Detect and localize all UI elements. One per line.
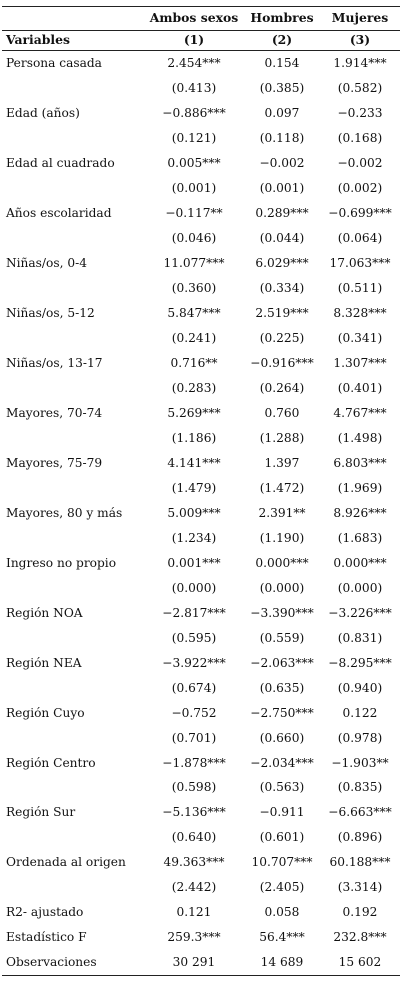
- cell-col-1: (1.479): [171, 480, 217, 495]
- row-label: [2, 575, 144, 600]
- cell-col-2: −2.034***: [250, 755, 314, 770]
- table-row-std-error: [2, 775, 400, 800]
- table-row-std-error: [2, 176, 400, 201]
- cell-col-2: 14 689: [244, 950, 320, 975]
- table-row: [2, 850, 400, 875]
- row-label: Estadístico F: [6, 930, 87, 945]
- row-label: Edad (años): [6, 106, 80, 121]
- table-row: [2, 251, 400, 276]
- regression-table: [2, 6, 400, 976]
- cell-col-2: (0.118): [259, 131, 305, 146]
- cell-col-3: 15 602: [320, 950, 400, 975]
- table-row-std-error: [2, 376, 400, 401]
- cell-col-3: (1.683): [337, 530, 383, 545]
- cell-col-1: −5.136***: [162, 805, 226, 820]
- cell-col-3: 232.8***: [333, 930, 387, 945]
- cell-col-3: (0.896): [337, 830, 383, 845]
- row-label: Mayores, 70-74: [6, 405, 103, 420]
- column-number-1: (1): [144, 31, 244, 51]
- table-row: [2, 500, 400, 525]
- cell-col-3: (0.835): [337, 780, 383, 795]
- cell-col-2: (0.334): [259, 281, 305, 296]
- row-label: [2, 276, 144, 301]
- cell-col-2: (2.405): [259, 880, 305, 895]
- row-label: R2- ajustado: [6, 905, 84, 920]
- table-row: [2, 925, 400, 950]
- cell-col-2: −2.063***: [250, 655, 314, 670]
- cell-col-1: 5.847***: [167, 306, 221, 321]
- group-header-blank: [2, 7, 144, 31]
- cell-col-3: 1.307***: [333, 356, 387, 370]
- row-label: Años escolaridad: [6, 206, 112, 221]
- cell-col-3: 0.000***: [333, 555, 387, 570]
- table-row: [2, 301, 400, 326]
- cell-col-3: (0.000): [337, 580, 383, 595]
- cell-col-3: (0.341): [337, 331, 383, 346]
- cell-col-2: (0.559): [259, 630, 305, 645]
- cell-col-2: −0.911: [259, 805, 305, 820]
- table-row-std-error: [2, 326, 400, 351]
- cell-col-1: (0.701): [171, 730, 217, 745]
- cell-col-1: 11.077***: [163, 256, 225, 271]
- cell-col-2: (0.044): [259, 231, 305, 246]
- table-row: [2, 351, 400, 376]
- row-label: Edad al cuadrado: [6, 156, 115, 171]
- column-number-row: [2, 31, 400, 51]
- row-label: [2, 76, 144, 101]
- row-label: Región NEA: [6, 655, 82, 670]
- cell-col-2: 0.289***: [255, 206, 309, 221]
- cell-col-3: −3.226***: [328, 605, 392, 620]
- cell-col-2: (0.264): [259, 380, 305, 395]
- cell-col-3: 0.122: [342, 705, 378, 720]
- cell-col-2: (0.225): [259, 331, 305, 346]
- row-label: Ordenada al origen: [6, 855, 126, 870]
- cell-col-3: 8.926***: [333, 505, 387, 520]
- group-header-mujeres: Mujeres: [320, 7, 400, 31]
- cell-col-3: 1.914***: [333, 56, 387, 71]
- cell-col-2: 0.154: [264, 56, 300, 71]
- cell-col-3: 6.803***: [333, 455, 387, 470]
- cell-col-1: 4.141***: [167, 455, 221, 470]
- cell-col-2: (0.635): [259, 680, 305, 695]
- row-label: [2, 426, 144, 451]
- cell-col-1: 5.269***: [167, 405, 221, 420]
- cell-col-2: (1.288): [259, 430, 305, 445]
- cell-col-1: (0.674): [171, 680, 217, 695]
- column-number-2: (2): [244, 31, 320, 51]
- cell-col-1: (2.442): [171, 880, 217, 895]
- row-label: [2, 226, 144, 251]
- table-row-std-error: [2, 76, 400, 101]
- cell-col-3: −1.903**: [331, 755, 389, 770]
- cell-col-2: (0.563): [259, 780, 305, 795]
- cell-col-1: 0.001***: [167, 555, 221, 570]
- cell-col-3: −8.295***: [328, 655, 392, 670]
- cell-col-1: −0.117**: [165, 206, 223, 221]
- group-header-row: [2, 7, 400, 31]
- cell-col-1: 2.454***: [167, 56, 221, 71]
- table-row: [2, 600, 400, 625]
- cell-col-1: −2.817***: [162, 605, 226, 620]
- row-label: Niñas/os, 0-4: [6, 256, 88, 271]
- cell-col-3: 4.767***: [333, 405, 387, 420]
- row-label: [2, 875, 144, 900]
- row-label: [2, 376, 144, 401]
- cell-col-1: −3.922***: [162, 655, 226, 670]
- row-label: [2, 825, 144, 850]
- row-label: Ingreso no propio: [6, 555, 117, 570]
- row-label: Niñas/os, 13-17: [6, 356, 103, 370]
- row-label: [2, 126, 144, 151]
- cell-col-1: (0.595): [171, 630, 217, 645]
- cell-col-3: (0.511): [337, 281, 383, 296]
- cell-col-1: (0.046): [171, 231, 217, 246]
- cell-col-3: −0.002: [337, 156, 383, 171]
- table-row: [2, 151, 400, 176]
- cell-col-2: −0.916***: [250, 356, 314, 370]
- cell-col-3: (0.831): [337, 630, 383, 645]
- cell-col-2: (0.001): [259, 181, 305, 196]
- table-row-std-error: [2, 276, 400, 301]
- cell-col-2: 0.097: [264, 106, 300, 121]
- table-row-std-error: [2, 875, 400, 900]
- row-label: [2, 775, 144, 800]
- cell-col-2: 0.000***: [255, 555, 309, 570]
- table-row: [2, 101, 400, 126]
- cell-col-1: 0.005***: [167, 156, 221, 171]
- cell-col-3: 8.328***: [333, 306, 387, 321]
- table-header: [2, 7, 400, 51]
- table-row-std-error: [2, 226, 400, 251]
- cell-col-1: −0.886***: [162, 106, 226, 121]
- cell-col-3: (0.978): [337, 730, 383, 745]
- table-row-std-error: [2, 625, 400, 650]
- cell-col-3: 17.063***: [329, 256, 391, 271]
- cell-col-3: (0.168): [337, 131, 383, 146]
- cell-col-1: −0.752: [171, 705, 217, 720]
- cell-col-2: (0.000): [259, 580, 305, 595]
- cell-col-2: 6.029***: [255, 256, 309, 271]
- cell-col-3: (0.582): [337, 81, 383, 96]
- row-label: [2, 176, 144, 201]
- cell-col-1: (0.121): [171, 131, 217, 146]
- table-body: [2, 51, 400, 976]
- cell-col-1: (0.283): [171, 380, 217, 395]
- cell-col-3: (0.002): [337, 181, 383, 196]
- cell-col-3: −0.233: [337, 106, 383, 121]
- table-row-std-error: [2, 426, 400, 451]
- table-row-std-error: [2, 126, 400, 151]
- cell-col-3: (1.498): [337, 430, 383, 445]
- cell-col-2: −0.002: [259, 156, 305, 171]
- cell-col-2: (1.472): [259, 480, 305, 495]
- cell-col-1: (0.241): [171, 331, 217, 346]
- table-row-std-error: [2, 575, 400, 600]
- row-label: Región Sur: [6, 805, 76, 820]
- cell-col-3: (1.969): [337, 480, 383, 495]
- cell-col-1: 259.3***: [167, 930, 221, 945]
- table-row: [2, 51, 400, 76]
- cell-col-2: 10.707***: [251, 855, 313, 870]
- cell-col-1: (0.413): [171, 81, 217, 96]
- row-label: Mayores, 80 y más: [6, 505, 123, 520]
- cell-col-1: (1.186): [171, 430, 217, 445]
- table-row: [2, 201, 400, 226]
- cell-col-1: (0.000): [171, 580, 217, 595]
- row-label: Región Cuyo: [6, 705, 85, 720]
- table-row: [2, 900, 400, 925]
- cell-col-2: 56.4***: [259, 930, 305, 945]
- row-label: [2, 525, 144, 550]
- cell-col-2: 0.760: [264, 405, 300, 420]
- cell-col-2: (0.660): [259, 730, 305, 745]
- cell-col-2: (0.385): [259, 81, 305, 96]
- cell-col-3: (0.940): [337, 680, 383, 695]
- cell-col-3: (3.314): [337, 880, 383, 895]
- row-label: [2, 475, 144, 500]
- row-label: [2, 625, 144, 650]
- cell-col-1: 49.363***: [163, 855, 225, 870]
- row-label: Persona casada: [6, 56, 102, 71]
- cell-col-2: 2.391**: [258, 505, 306, 520]
- cell-col-2: −2.750***: [250, 705, 314, 720]
- cell-col-1: (1.234): [171, 530, 217, 545]
- cell-col-2: −3.390***: [250, 605, 314, 620]
- table-row: [2, 550, 400, 575]
- variables-header: Variables: [2, 31, 144, 51]
- cell-col-2: 0.058: [264, 905, 300, 920]
- row-label: Observaciones: [2, 950, 144, 975]
- table-row-std-error: [2, 725, 400, 750]
- table-row: [2, 401, 400, 426]
- cell-col-2: (1.190): [259, 530, 305, 545]
- cell-col-3: (0.064): [337, 231, 383, 246]
- row-label: Mayores, 75-79: [6, 455, 103, 470]
- cell-col-1: 5.009***: [167, 505, 221, 520]
- table-row: [2, 451, 400, 476]
- column-number-3: (3): [320, 31, 400, 51]
- cell-col-1: −1.878***: [162, 755, 226, 770]
- row-label: [2, 675, 144, 700]
- table-row: [2, 950, 400, 975]
- cell-col-1: (0.360): [171, 281, 217, 296]
- cell-col-3: (0.401): [337, 380, 383, 395]
- cell-col-1: 30 291: [144, 950, 244, 975]
- cell-col-3: 60.188***: [329, 855, 391, 870]
- table-row-std-error: [2, 825, 400, 850]
- table-row: [2, 750, 400, 775]
- cell-col-2: (0.601): [259, 830, 305, 845]
- group-header-ambos-sexos: Ambos sexos: [144, 7, 244, 31]
- table-row: [2, 800, 400, 825]
- row-label: Región Centro: [6, 755, 96, 770]
- cell-col-1: (0.598): [171, 780, 217, 795]
- cell-col-2: 2.519***: [255, 306, 309, 321]
- cell-col-1: (0.001): [171, 181, 217, 196]
- cell-col-2: 1.397: [264, 455, 300, 470]
- cell-col-3: 0.192: [342, 905, 378, 920]
- cell-col-3: −6.663***: [328, 805, 392, 820]
- row-label: [2, 725, 144, 750]
- cell-col-1: 0.716**: [170, 356, 218, 370]
- cell-col-1: (0.640): [171, 830, 217, 845]
- group-header-hombres: Hombres: [244, 7, 320, 31]
- table-row-std-error: [2, 525, 400, 550]
- table-row-std-error: [2, 475, 400, 500]
- row-label: Región NOA: [6, 605, 83, 620]
- table-row: [2, 700, 400, 725]
- cell-col-3: −0.699***: [328, 206, 392, 221]
- table-row: [2, 650, 400, 675]
- row-label: Niñas/os, 5-12: [6, 306, 95, 321]
- table-row-std-error: [2, 675, 400, 700]
- row-label: [2, 326, 144, 351]
- cell-col-1: 0.121: [176, 905, 212, 920]
